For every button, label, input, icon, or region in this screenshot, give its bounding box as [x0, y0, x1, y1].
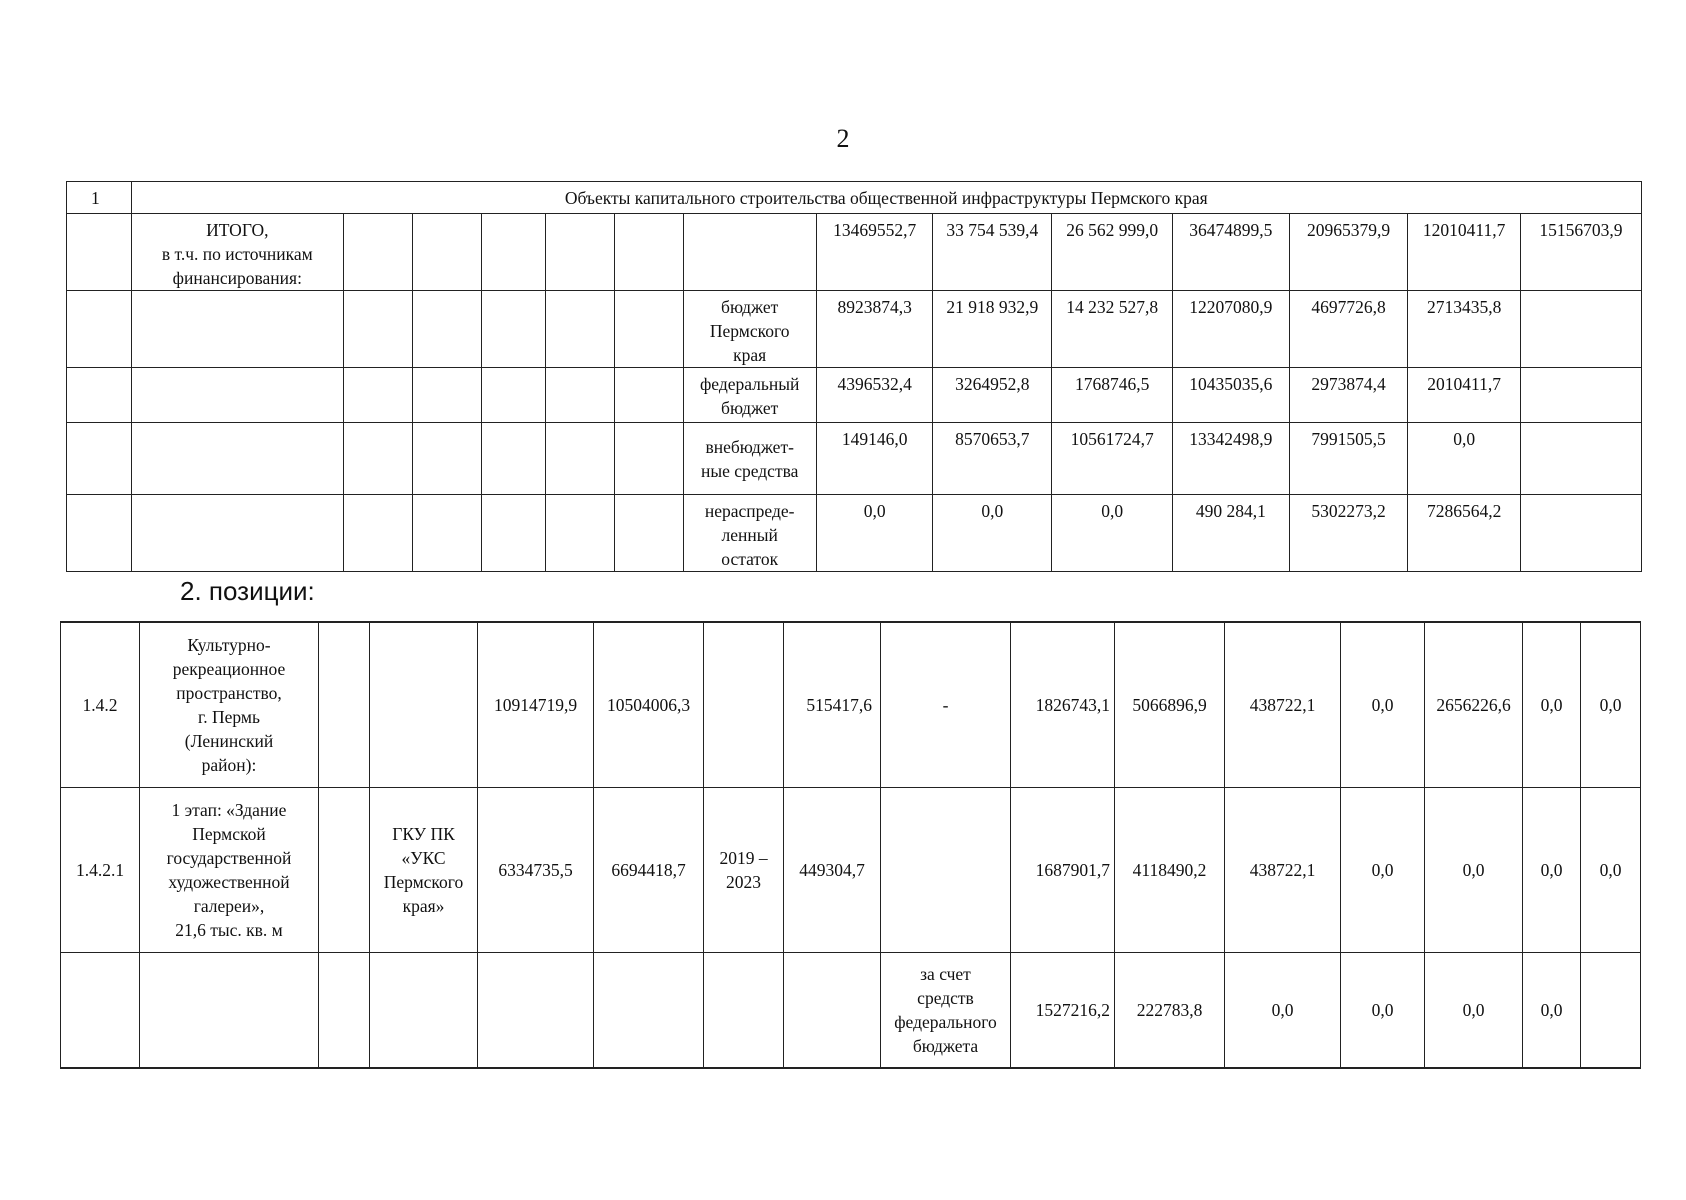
remaining-cell: 515417,6	[784, 622, 881, 787]
value-cell: 0,0	[1408, 423, 1520, 495]
empty-cell	[319, 622, 370, 787]
year-value: 0,0	[1581, 622, 1641, 787]
value-cell	[1520, 423, 1641, 495]
source-row	[67, 495, 1642, 572]
value-cell: 2713435,8	[1408, 291, 1520, 368]
value-cell: 2973874,4	[1289, 368, 1408, 423]
value-cell: 0,0	[1052, 495, 1173, 572]
source-text: -	[942, 694, 949, 715]
period-cell	[704, 622, 784, 787]
value-cell: 0,0	[816, 495, 933, 572]
source-cell	[881, 787, 1011, 952]
year-value: 0,0	[1341, 787, 1425, 952]
total-value: 13469552,7	[816, 214, 933, 291]
value-cell: 12207080,9	[1173, 291, 1290, 368]
value-cell: 2010411,7	[1408, 368, 1520, 423]
value-cell: 7286564,2	[1408, 495, 1520, 572]
value-cell: 8570653,7	[933, 423, 1052, 495]
customer-text: ГКУ ПК «УКС Пермского края»	[383, 823, 464, 916]
position-row	[61, 952, 1641, 1068]
value-cell	[1520, 368, 1641, 423]
source-cell	[881, 952, 1011, 1068]
source-text: за счет средств федерального бюджета	[894, 963, 997, 1056]
year-value: 0,0	[1425, 952, 1523, 1068]
total-row	[67, 214, 1642, 291]
position-name-text: 1 этап: «Здание Пермской государственной художественной галереи», 21,6 тыс. кв. м	[166, 799, 292, 940]
value-cell	[1520, 495, 1641, 572]
total-value: 12010411,7	[1408, 214, 1520, 291]
source-label	[683, 368, 816, 423]
year-value: 2656226,6	[1425, 622, 1523, 787]
value-cell: 3264952,8	[933, 368, 1052, 423]
value-cell: 14 232 527,8	[1052, 291, 1173, 368]
source-label-text: нераспреде- ленный остаток	[704, 501, 795, 569]
period-text: 2019 – 2023	[719, 847, 768, 892]
summary-table	[66, 181, 1642, 572]
value-cell	[1520, 291, 1641, 368]
customer-cell	[370, 952, 478, 1068]
value-cell: 8923874,3	[816, 291, 933, 368]
year-value	[1581, 952, 1641, 1068]
source-label	[683, 495, 816, 572]
value-cell: 4697726,8	[1289, 291, 1408, 368]
year-value: 0,0	[1225, 952, 1341, 1068]
position-row	[61, 787, 1641, 952]
cost-cell	[594, 952, 704, 1068]
value-cell: 149146,0	[816, 423, 933, 495]
value-cell: 1768746,5	[1052, 368, 1173, 423]
year-value: 0,0	[1341, 952, 1425, 1068]
year-value: 0,0	[1523, 787, 1581, 952]
source-row	[67, 291, 1642, 368]
position-code	[61, 952, 140, 1068]
position-name	[140, 952, 319, 1068]
remaining-cell: 449304,7	[784, 787, 881, 952]
position-name	[140, 787, 319, 952]
source-label	[683, 423, 816, 495]
source-label-text: внебюджет- ные средства	[700, 436, 799, 481]
year-value: 4118490,2	[1115, 787, 1225, 952]
page-number: 2	[836, 124, 850, 153]
year-value: 0,0	[1581, 787, 1641, 952]
total-value: 15156703,9	[1520, 214, 1641, 291]
empty-cell	[319, 787, 370, 952]
position-name	[140, 622, 319, 787]
source-row	[67, 368, 1642, 423]
value-cell: 10435035,6	[1173, 368, 1290, 423]
cost-cell: 6334735,5	[478, 787, 594, 952]
position-code: 1.4.2	[61, 622, 140, 787]
source-cell	[881, 622, 1011, 787]
year-value: 438722,1	[1225, 622, 1341, 787]
cost-cell: 6694418,7	[594, 787, 704, 952]
year-value: 0,0	[1425, 787, 1523, 952]
value-cell: 0,0	[933, 495, 1052, 572]
value-cell: 4396532,4	[816, 368, 933, 423]
source-label-text: бюджет Пермского края	[709, 297, 790, 365]
year-value: 1687901,7	[1011, 787, 1115, 952]
section-index: 1	[67, 182, 132, 214]
period-cell	[704, 952, 784, 1068]
positions-table	[60, 621, 1641, 1069]
period-cell	[704, 787, 784, 952]
value-cell: 7991505,5	[1289, 423, 1408, 495]
value-cell: 490 284,1	[1173, 495, 1290, 572]
customer-cell	[370, 787, 478, 952]
total-value: 33 754 539,4	[933, 214, 1052, 291]
year-value: 1527216,2	[1011, 952, 1115, 1068]
total-label	[131, 214, 343, 291]
table-heading: Объекты капитального строительства общественной инфраструктуры Пермского края	[131, 182, 1641, 214]
empty-cell	[319, 952, 370, 1068]
source-row	[67, 423, 1642, 495]
total-label-text: ИТОГО, в т.ч. по источникам финансирования:	[161, 220, 313, 288]
value-cell: 10561724,7	[1052, 423, 1173, 495]
year-value: 5066896,9	[1115, 622, 1225, 787]
total-value: 26 562 999,0	[1052, 214, 1173, 291]
year-value: 0,0	[1341, 622, 1425, 787]
position-code: 1.4.2.1	[61, 787, 140, 952]
total-value: 20965379,9	[1289, 214, 1408, 291]
customer-cell	[370, 622, 478, 787]
year-value: 0,0	[1523, 952, 1581, 1068]
section-heading: 2. позиции:	[180, 576, 315, 606]
table-heading-row	[67, 182, 1642, 214]
year-value: 0,0	[1523, 622, 1581, 787]
year-value: 222783,8	[1115, 952, 1225, 1068]
cost-cell: 10504006,3	[594, 622, 704, 787]
cost-cell	[478, 952, 594, 1068]
value-cell: 5302273,2	[1289, 495, 1408, 572]
source-label-text: федеральный бюджет	[699, 374, 800, 418]
year-value: 1826743,1	[1011, 622, 1115, 787]
value-cell: 13342498,9	[1173, 423, 1290, 495]
cost-cell: 10914719,9	[478, 622, 594, 787]
source-label	[683, 291, 816, 368]
position-name-text: Культурно- рекреационное пространство, г. Пермь (Ленинский район):	[172, 634, 286, 775]
remaining-cell	[784, 952, 881, 1068]
position-row	[61, 622, 1641, 787]
total-value: 36474899,5	[1173, 214, 1290, 291]
year-value: 438722,1	[1225, 787, 1341, 952]
value-cell: 21 918 932,9	[933, 291, 1052, 368]
